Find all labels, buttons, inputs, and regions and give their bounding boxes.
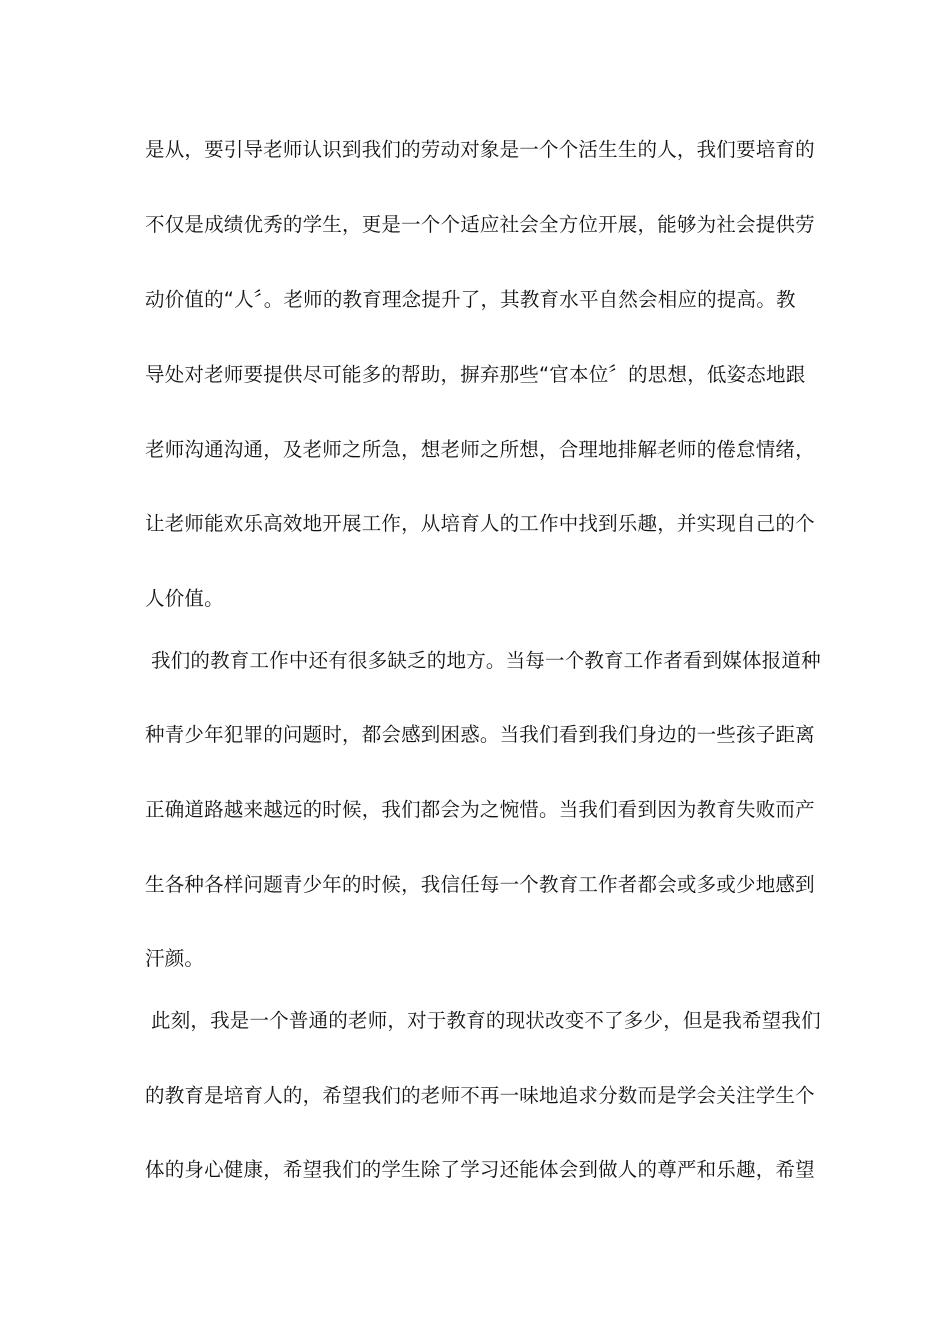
text-line-7: 人价值。 [145, 587, 224, 610]
paragraph-2-line-4: 生各种各样问题青少年的时候，我信任每一个教育工作者都会或多或少地感到 [145, 873, 815, 896]
paragraph-2-line-3: 正确道路越来越远的时候，我们都会为之惋惜。当我们看到因为教育失败而产 [145, 798, 815, 821]
text-line-3: 动价值的“人〞。老师的教育理念提升了，其教育水平自然会相应的提高。教 [145, 288, 796, 311]
paragraph-3-line-3: 体的身心健康，希望我们的学生除了学习还能体会到做人的尊严和乐趣，希望 [145, 1158, 815, 1181]
text-line-2: 不仅是成绩优秀的学生，更是一个个适应社会全方位开展，能够为社会提供劳 [145, 213, 815, 236]
text-line-1: 是从，要引导老师认识到我们的劳动对象是一个个活生生的人，我们要培育的 [145, 138, 815, 161]
paragraph-3-line-1: 此刻，我是一个普通的老师，对于教育的现状改变不了多少，但是我希望我们 [151, 1009, 821, 1032]
paragraph-2-line-5: 汗颜。 [145, 947, 205, 970]
paragraph-2-line-2: 种青少年犯罪的问题时，都会感到困惑。当我们看到我们身边的一些孩子距离 [145, 723, 815, 746]
paragraph-2-line-1: 我们的教育工作中还有很多缺乏的地方。当每一个教育工作者看到媒体报道种 [151, 649, 821, 672]
text-line-6: 让老师能欢乐高效地开展工作，从培育人的工作中找到乐趣，并实现自己的个 [145, 512, 815, 535]
text-line-4: 导处对老师要提供尽可能多的帮助，摒弃那些“官本位〞的思想，低姿态地跟 [145, 363, 806, 386]
paragraph-3-line-2: 的教育是培育人的，希望我们的老师不再一味地追求分数而是学会关注学生个 [145, 1084, 815, 1107]
text-line-5: 老师沟通沟通，及老师之所急，想老师之所想，合理地排解老师的倦怠情绪， [145, 438, 815, 461]
